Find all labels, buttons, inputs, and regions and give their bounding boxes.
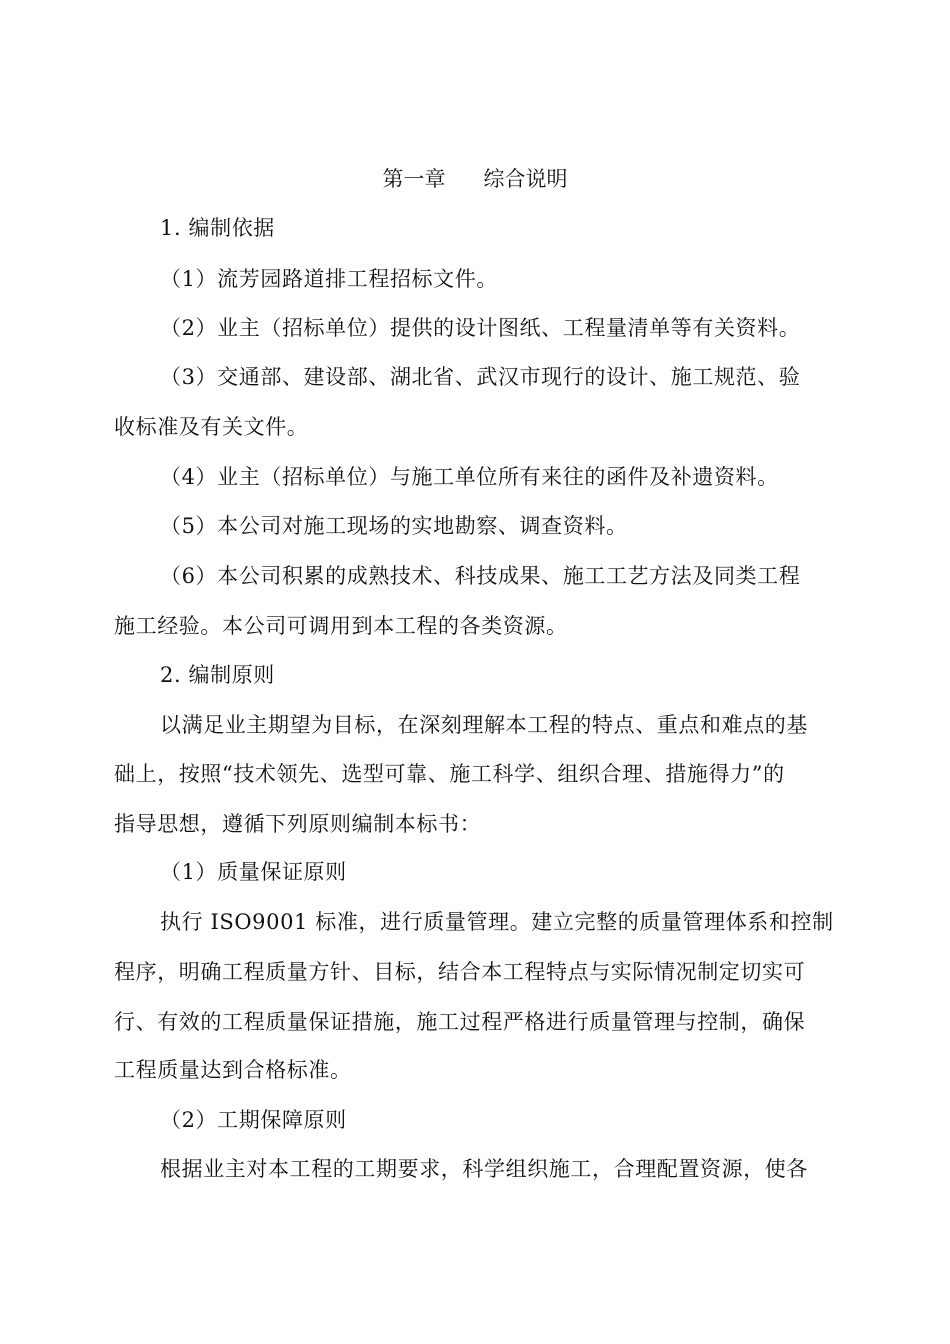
- section-heading-principles: 2. 编制原则: [160, 663, 275, 687]
- quality-paragraph-line-3: 行、有效的工程质量保证措施，施工过程严格进行质量管理与控制，确保: [114, 1010, 806, 1034]
- quality-paragraph-line-4: 工程质量达到合格标准。: [114, 1058, 352, 1082]
- principle-heading-schedule: （2）工期保障原则: [160, 1108, 347, 1132]
- basis-item-6: （6）本公司积累的成熟技术、科技成果、施工工艺方法及同类工程: [160, 564, 801, 588]
- schedule-paragraph-line-1: 根据业主对本工程的工期要求，科学组织施工，合理配置资源，使各: [160, 1157, 808, 1181]
- basis-item-5: （5）本公司对施工现场的实地勘察、调查资料。: [160, 514, 628, 538]
- chapter-heading: [0, 164, 950, 194]
- principles-paragraph-line-2: 础上，按照“技术领先、选型可靠、施工科学、组织合理、措施得力”的: [114, 762, 785, 786]
- chapter-title: 综合说明: [483, 167, 568, 191]
- principle-heading-quality: （1）质量保证原则: [160, 860, 347, 884]
- principles-paragraph-line-1: 以满足业主期望为目标，在深刻理解本工程的特点、重点和难点的基: [160, 713, 808, 737]
- quality-paragraph-line-1: 执行 ISO9001 标准，进行质量管理。建立完整的质量管理体系和控制: [160, 910, 834, 934]
- quality-paragraph-line-2: 程序，明确工程质量方针、目标，结合本工程特点与实际情况制定切实可: [114, 960, 806, 984]
- basis-item-4: （4）业主（招标单位）与施工单位所有来往的函件及补遗资料。: [160, 465, 779, 489]
- basis-item-2: （2）业主（招标单位）提供的设计图纸、工程量清单等有关资料。: [160, 316, 801, 340]
- basis-item-6-cont: 施工经验。本公司可调用到本工程的各类资源。: [114, 614, 568, 638]
- basis-item-1: （1）流芳园路道排工程招标文件。: [160, 267, 498, 291]
- chapter-number: 第一章: [382, 167, 446, 191]
- principles-paragraph-line-3: 指导思想，遵循下列原则编制本标书：: [114, 812, 482, 836]
- section-heading-basis: 1. 编制依据: [160, 216, 275, 240]
- basis-item-3-cont: 收标准及有关文件。: [114, 415, 309, 439]
- basis-item-3: （3）交通部、建设部、湖北省、武汉市现行的设计、施工规范、验: [160, 365, 801, 389]
